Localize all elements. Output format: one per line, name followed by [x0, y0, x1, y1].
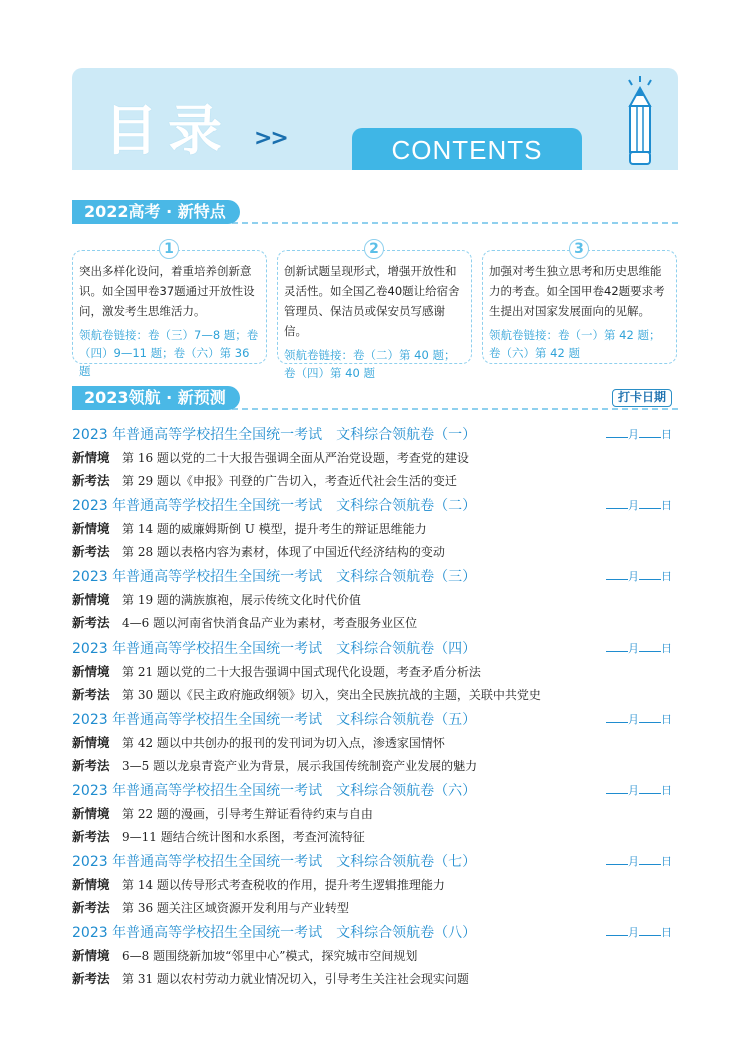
month-label: 月	[628, 712, 639, 726]
day-blank[interactable]	[639, 711, 661, 723]
detail-label: 新考法	[72, 686, 110, 702]
day-label: 日	[661, 641, 672, 655]
exam-title-row[interactable]	[72, 495, 678, 517]
month-label: 月	[628, 855, 639, 869]
feature-link: 领航卷链接：卷（二）第 40 题；卷（四）第 40 题	[284, 348, 456, 380]
detail-text: 第 30 题以《民主政府施政纲领》切入，突出全民族抗战的主题，关联中共党史	[122, 687, 541, 702]
month-label: 月	[628, 570, 639, 584]
detail-label: 新情境	[72, 521, 110, 537]
detail-label: 新考法	[72, 757, 110, 773]
feature-text: 创新试题呈现形式，增强开放性和灵活性。如全国乙卷40题让给宿舍管理员、保洁员或保安员写感谢信。	[284, 264, 460, 338]
pencil-icon	[620, 76, 660, 168]
detail-text: 第 14 题的威廉姆斯倒 U 模型，提升考生的辩证思维能力	[122, 522, 427, 537]
detail-label: 新考法	[72, 829, 110, 844]
checkin-date-field[interactable]	[606, 711, 672, 729]
detail-text: 9—11 题结合统计图和水系图，考查河流特征	[122, 830, 365, 844]
detail-label: 新考法	[72, 473, 110, 488]
exam-detail-row	[72, 613, 678, 633]
exam-title-row[interactable]	[72, 566, 678, 588]
exam-title: 2023 年普通高等学校招生全国统一考试 文科综合领航卷（三）	[72, 569, 477, 586]
contents-label: CONTENTS	[391, 135, 543, 165]
month-blank[interactable]	[606, 924, 628, 936]
feature-link: 领航卷链接：卷（三）7—8 题；卷（四）9—11 题；卷（六）第 36 题	[79, 328, 259, 378]
detail-text: 6—8 题围绕新加坡“邻里中心”模式，探究城市空间规划	[122, 949, 418, 964]
feature-number-badge: 3	[569, 239, 589, 259]
section-title: 2023领航 · 新预测	[72, 386, 240, 410]
feature-number-badge: 1	[159, 239, 179, 259]
day-label: 日	[661, 428, 672, 441]
day-label: 日	[661, 784, 672, 797]
month-blank[interactable]	[606, 711, 628, 723]
feature-number-badge: 2	[364, 239, 384, 259]
exam-detail-row	[72, 542, 678, 562]
checkin-date-field[interactable]	[606, 497, 672, 515]
month-label: 月	[628, 641, 639, 655]
exam-title: 2023 年普通高等学校招生全国统一考试 文科综合领航卷（七）	[72, 854, 477, 871]
exam-title: 2023 年普通高等学校招生全国统一考试 文科综合领航卷（五）	[72, 711, 477, 728]
month-blank[interactable]	[606, 853, 628, 865]
exam-title: 2023 年普通高等学校招生全国统一考试 文科综合领航卷（四）	[72, 640, 477, 657]
exam-detail-row	[72, 733, 678, 753]
exam-title-row[interactable]	[72, 922, 678, 944]
detail-label: 新考法	[72, 615, 110, 631]
checkin-date-field[interactable]	[606, 782, 672, 800]
detail-label: 新情境	[72, 806, 110, 821]
detail-text: 第 31 题以农村劳动力就业情况切入，引导考生关注社会现实问题	[122, 972, 469, 987]
day-blank[interactable]	[639, 568, 661, 580]
month-blank[interactable]	[606, 782, 628, 794]
detail-text: 4—6 题以河南省快消食品产业为素材，考查服务业区位	[122, 616, 418, 631]
detail-text: 第 22 题的漫画，引导考生辩证看待约束与自由	[122, 807, 373, 821]
detail-label: 新考法	[72, 971, 110, 987]
detail-text: 第 36 题关注区域资源开发利用与产业转型	[122, 901, 349, 916]
month-blank[interactable]	[606, 568, 628, 580]
section-header-features	[72, 200, 678, 224]
exam-title-row[interactable]	[72, 638, 678, 660]
day-blank[interactable]	[639, 924, 661, 936]
detail-label: 新情境	[72, 948, 110, 964]
day-blank[interactable]	[639, 426, 661, 438]
day-blank[interactable]	[639, 853, 661, 865]
detail-label: 新情境	[72, 663, 110, 679]
detail-text: 第 42 题以中共创办的报刊的发刊词为切入点，渗透家国情怀	[122, 735, 445, 750]
feature-card	[482, 241, 677, 364]
detail-text: 第 14 题以传导形式考查税收的作用，提升考生逻辑推理能力	[122, 878, 445, 893]
exam-detail-row	[72, 946, 678, 966]
exam-detail-row	[72, 827, 678, 847]
checkin-date-field[interactable]	[606, 640, 672, 658]
month-blank[interactable]	[606, 497, 628, 509]
exam-detail-row	[72, 875, 678, 895]
feature-card	[72, 241, 267, 378]
month-label: 月	[628, 926, 639, 940]
checkin-date-field[interactable]	[606, 568, 672, 586]
exam-detail-row	[72, 590, 678, 610]
exam-title-row[interactable]	[72, 709, 678, 731]
checkin-date-field[interactable]	[606, 924, 672, 942]
page-title: 目录	[104, 99, 232, 162]
day-label: 日	[661, 855, 672, 869]
exam-detail-row	[72, 804, 678, 824]
exam-title-row[interactable]	[72, 424, 678, 446]
month-label: 月	[628, 784, 639, 797]
detail-label: 新情境	[72, 734, 110, 750]
feature-text: 突出多样化设问，着重培养创新意识。如全国甲卷37题通过开放性设问，激发考生思维活力。	[79, 264, 255, 318]
detail-text: 第 16 题以党的二十大报告强调全面从严治党设题，考查党的建设	[122, 451, 469, 465]
exam-title: 2023 年普通高等学校招生全国统一考试 文科综合领航卷（六）	[72, 783, 477, 799]
day-label: 日	[661, 499, 672, 513]
checkin-date-field[interactable]	[606, 853, 672, 871]
detail-text: 3—5 题以龙泉青瓷产业为背景，展示我国传统制瓷产业发展的魅力	[122, 758, 478, 773]
detail-label: 新情境	[72, 450, 110, 465]
exam-detail-row	[72, 448, 678, 468]
double-chevron-icon: >>	[254, 126, 287, 151]
day-label: 日	[661, 926, 672, 940]
detail-text: 第 19 题的满族旗袍，展示传统文化时代价值	[122, 593, 361, 608]
exam-title: 2023 年普通高等学校招生全国统一考试 文科综合领航卷（一）	[72, 427, 477, 443]
exam-detail-row	[72, 685, 678, 705]
section-title: 2022高考 · 新特点	[72, 200, 240, 224]
exam-title-row[interactable]	[72, 780, 678, 802]
exam-detail-row	[72, 969, 678, 989]
day-label: 日	[661, 712, 672, 726]
day-label: 日	[661, 570, 672, 584]
day-blank[interactable]	[639, 782, 661, 794]
detail-text: 第 29 题以《申报》刊登的广告切入，考查近代社会生活的变迁	[122, 474, 457, 488]
exam-detail-row	[72, 898, 678, 918]
feature-link: 领航卷链接：卷（一）第 42 题；卷（六）第 42 题	[489, 328, 661, 360]
month-label: 月	[628, 428, 639, 441]
day-blank[interactable]	[639, 640, 661, 652]
feature-card	[277, 241, 472, 380]
header-banner	[72, 68, 678, 170]
exam-detail-row	[72, 662, 678, 682]
exam-title-row[interactable]	[72, 851, 678, 873]
exam-detail-row	[72, 471, 678, 491]
checkin-date-field[interactable]	[606, 426, 672, 444]
contents-label-box	[352, 128, 582, 170]
section-header-predictions	[72, 386, 678, 410]
detail-label: 新考法	[72, 544, 110, 560]
detail-text: 第 28 题以表格内容为素材，体现了中国近代经济结构的变动	[122, 545, 445, 560]
detail-label: 新情境	[72, 592, 110, 608]
month-blank[interactable]	[606, 426, 628, 438]
exam-title: 2023 年普通高等学校招生全国统一考试 文科综合领航卷（二）	[72, 498, 477, 515]
month-label: 月	[628, 499, 639, 513]
day-blank[interactable]	[639, 497, 661, 509]
exam-title: 2023 年普通高等学校招生全国统一考试 文科综合领航卷（八）	[72, 925, 477, 942]
feature-text: 加强对考生独立思考和历史思维能力的考查。如全国甲卷42题要求考生提出对国家发展面向的见解。	[489, 264, 665, 318]
exam-detail-row	[72, 519, 678, 539]
detail-label: 新考法	[72, 900, 110, 916]
detail-label: 新情境	[72, 877, 110, 893]
exam-detail-row	[72, 756, 678, 776]
month-blank[interactable]	[606, 640, 628, 652]
detail-text: 第 21 题以党的二十大报告强调中国式现代化设题，考查矛盾分析法	[122, 664, 481, 679]
checkin-date-label: 打卡日期	[612, 389, 672, 407]
